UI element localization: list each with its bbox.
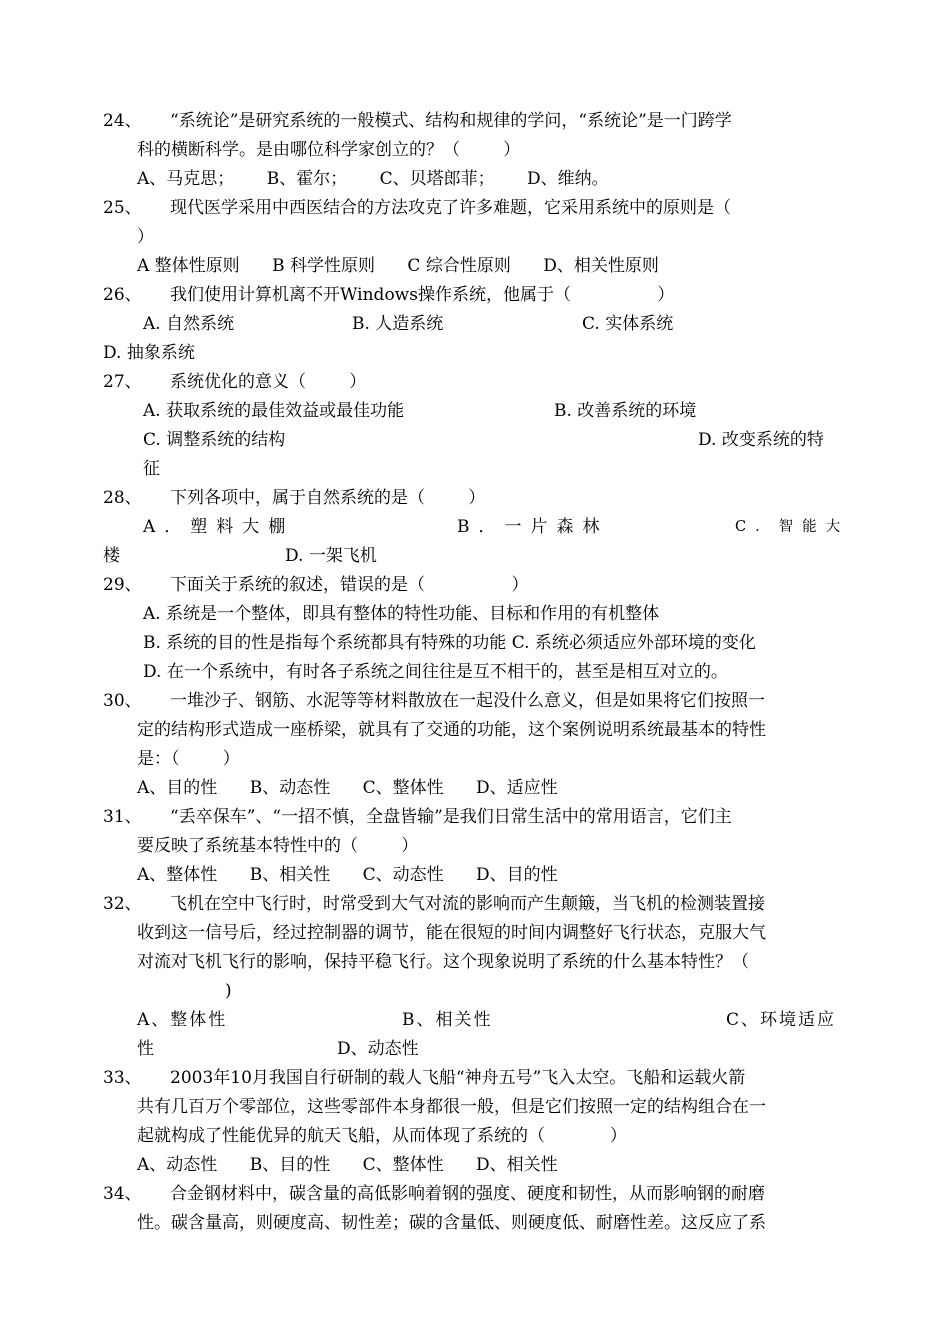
option-c: C. 实体系统 (582, 314, 674, 334)
option-a: A、整体性 (137, 1010, 228, 1030)
option-line: A、动态性 B、目的性 C、整体性 D、相关性 (137, 1155, 558, 1175)
option-line: A. 系统是一个整体，即具有整体的特性功能、目标和作用的有机整体 (143, 604, 660, 624)
question-number: 31、 (103, 807, 142, 827)
question-number: 27、 (103, 372, 142, 392)
question-stem: 科的横断科学。是由哪位科学家创立的？（ ） (137, 140, 521, 160)
option-c-continued: 性 (137, 1039, 154, 1059)
question-number: 29、 (103, 575, 142, 595)
option-d: D、动态性 (337, 1039, 419, 1059)
question-stem: 是：（ ） (137, 749, 240, 769)
question-number: 26、 (103, 285, 142, 305)
question-stem: ） (137, 227, 154, 247)
question-number: 28、 (103, 488, 142, 508)
option-d: D. 改变系统的特 (698, 430, 824, 450)
question-number: 32、 (103, 894, 142, 914)
question-stem: 现代医学采用中西医结合的方法攻克了许多难题，它采用系统中的原则是（ (170, 198, 731, 218)
option-b: B．一片森林 (457, 517, 609, 537)
option-d: D. 抽象系统 (103, 343, 195, 363)
option-line: D. 在一个系统中，有时各子系统之间往往是互不相干的，甚至是相互对立的。 (143, 662, 728, 682)
question-stem: 定的结构形式造成一座桥梁，就具有了交通的功能，这个案例说明系统最基本的特性 (137, 720, 766, 740)
question-number: 33、 (103, 1068, 142, 1088)
option-line: A 整体性原则 B 科学性原则 C 综合性原则 D、相关性原则 (137, 256, 659, 276)
question-stem (170, 110, 847, 132)
option-line: B. 系统的目的性是指每个系统都具有特殊的功能 C. 系统必须适应外部环境的变化 (143, 633, 756, 653)
question-stem: 起就构成了性能优异的航天飞船，从而体现了系统的（ ） (137, 1126, 627, 1146)
question-stem: 下列各项中，属于自然系统的是（ ） (170, 488, 486, 508)
option-line: A、目的性 B、动态性 C、整体性 D、适应性 (137, 778, 558, 798)
option-a: A．塑料大棚 (143, 517, 295, 537)
stem-line: 一堆沙子、钢筋、水泥等等材料散放在一起没什么意义，但是如果将它们按照一 (170, 691, 765, 711)
question-number: 25、 (103, 198, 142, 218)
option-c: C. 调整系统的结构 (143, 430, 286, 450)
option-a: A. 自然系统 (143, 314, 235, 334)
question-stem: 对流对飞机飞行的影响，保持平稳飞行。这个现象说明了系统的什么基本特性？（ (137, 952, 749, 972)
question-stem: 共有几百万个零部位，这些零部件本身都很一般，但是它们按照一定的结构组合在一 (137, 1097, 766, 1117)
option-a: A. 获取系统的最佳效益或最佳功能 (143, 401, 405, 421)
question-number: 24、 (103, 111, 142, 131)
question-stem: 合金钢材料中，碳含量的高低影响着钢的强度、硬度和韧性，从而影响钢的耐磨 (170, 1184, 765, 1204)
question-stem: 飞机在空中飞行时，时常受到大气对流的影响而产生颠簸，当飞机的检测装置接 (170, 894, 765, 914)
question-stem: “丢卒保车”、“一招不慎，全盘皆输”是我们日常生活中的常用语言，它们主 (170, 807, 732, 827)
option-d-continued: 征 (143, 459, 160, 479)
question-stem (170, 690, 847, 712)
option-b: B. 人造系统 (352, 314, 444, 334)
option-line: A、马克思； B、霍尔； C、贝塔郎菲； D、维纳。 (137, 169, 609, 189)
question-stem: ) (225, 981, 232, 1001)
option-b: B、相关性 (402, 1010, 493, 1030)
question-stem: 收到这一信号后，经过控制器的调节，能在很短的时间内调整好飞行状态，克服大气 (137, 923, 766, 943)
option-c: C、环境适应 (726, 1010, 837, 1030)
question-stem: 性。碳含量高，则硬度高、韧性差；碳的含量低、则硬度低、耐磨性差。这反应了系 (137, 1213, 766, 1233)
question-stem: 下面关于系统的叙述，错误的是（ ） (170, 575, 529, 595)
question-stem: 要反映了系统基本特性中的（ ） (137, 836, 419, 856)
option-d: D. 一架飞机 (285, 546, 377, 566)
question-number: 34、 (103, 1184, 142, 1204)
stem-line: “系统论”是研究系统的一般模式、结构和规律的学问，“系统论”是一门跨学 (170, 111, 732, 131)
option-line: A、整体性 B、相关性 C、动态性 D、目的性 (137, 865, 558, 885)
option-b: B. 改善系统的环境 (554, 401, 697, 421)
option-c: C．智能大 (735, 519, 850, 535)
question-stem: 我们使用计算机离不开Windows操作系统，他属于（ ） (170, 285, 675, 305)
question-stem: 系统优化的意义（ ） (170, 372, 367, 392)
question-number: 30、 (103, 691, 142, 711)
question-stem: 2003年10月我国自行研制的载人飞船“神舟五号”飞入太空。飞船和运载火箭 (170, 1068, 746, 1088)
option-c-continued: 楼 (103, 546, 120, 566)
